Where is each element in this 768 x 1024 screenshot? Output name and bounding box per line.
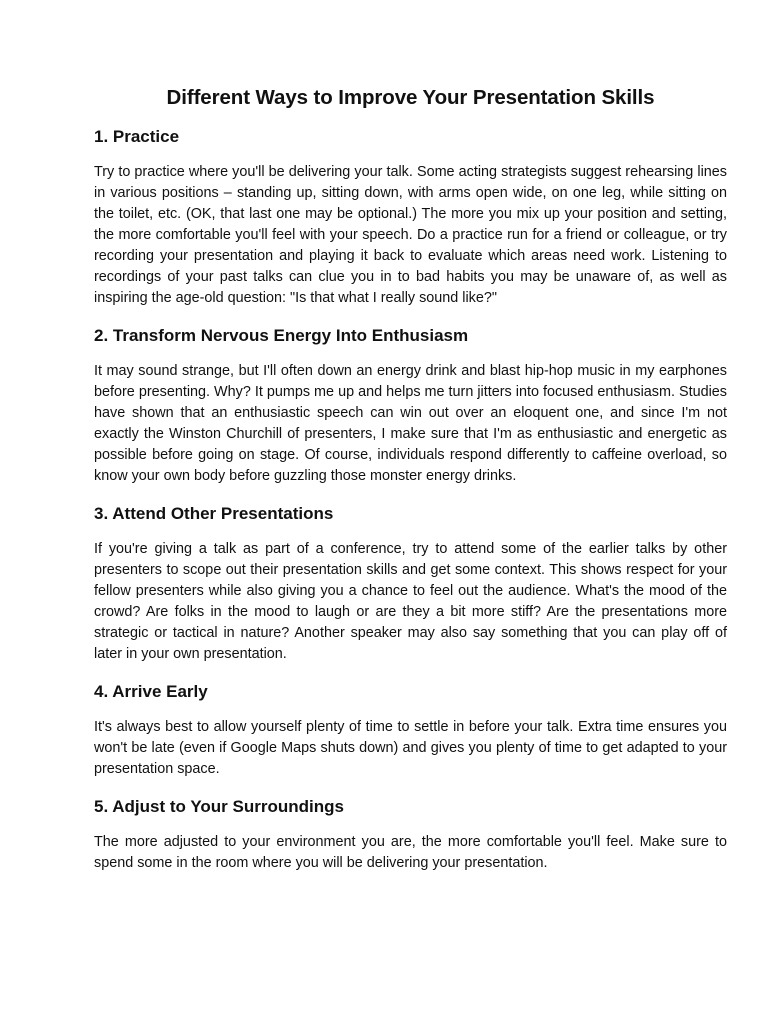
- section-heading: 3. Attend Other Presentations: [94, 504, 334, 523]
- section-adjust-to-surroundings: [94, 796, 727, 874]
- section-paragraph: Try to practice where you'll be delivering your talk. Some acting strategists suggest rehearsing lines in various positions – standing up, sitting down, with arms open wide, on one leg, while sitting on the toilet, etc. (OK, that last one may be optional.) The more you mix up your position and setting, the more comfortable you'll feel with your speech. Do a practice run for a friend or colleague, or try recording your presentation and playing it back to evaluate which areas need work. Listening to recordings of your past talks can clue you in to bad habits you may be unaware of, as well as inspiring the age-old question: "Is that what I really sound like?": [94, 164, 727, 306]
- section-heading: 2. Transform Nervous Energy Into Enthusiasm: [94, 326, 469, 345]
- section-transform-nervous-energy: [94, 325, 727, 487]
- section-practice: [94, 126, 727, 309]
- document-page: [94, 84, 727, 890]
- section-paragraph: It's always best to allow yourself plenty of time to settle in before your talk. Extra time ensures you won't be late (even if Google Maps shuts down) and gives you plenty of time to get adapted to your presentation space.: [94, 719, 727, 777]
- section-attend-other-presentations: [94, 503, 727, 665]
- section-paragraph: If you're giving a talk as part of a conference, try to attend some of the earlier talks by other presenters to scope out their presentation skills and get some context. This shows respect for your fellow presenters while also giving you a chance to feel out the audience. What's the mood of the crowd? Are folks in the mood to laugh or are they a bit more stiff? Are the presentations more strategic or tactical in nature? Another speaker may also say something that you can play off of later in your own presentation.: [94, 541, 727, 662]
- section-heading: 4. Arrive Early: [94, 682, 208, 701]
- document-title: Different Ways to Improve Your Presentation Skills: [166, 86, 655, 109]
- section-paragraph: It may sound strange, but I'll often down an energy drink and blast hip-hop music in my earphones before presenting. Why? It pumps me up and helps me turn jitters into focused enthusiasm. Studies have shown that an enthusiastic speech can win out over an eloquent one, and since I'm not exactly the Winston Churchill of presenters, I make sure that I'm as enthusiastic and energetic as possible before going on stage. Of course, individuals respond differently to caffeine overload, so know your own body before guzzling those monster energy drinks.: [94, 363, 727, 484]
- section-heading: 5. Adjust to Your Surroundings: [94, 797, 344, 816]
- section-paragraph: The more adjusted to your environment you are, the more comfortable you'll feel. Make sure to spend some in the room where you will be delivering your presentation.: [94, 834, 727, 871]
- section-heading: 1. Practice: [94, 127, 180, 146]
- section-arrive-early: [94, 681, 727, 780]
